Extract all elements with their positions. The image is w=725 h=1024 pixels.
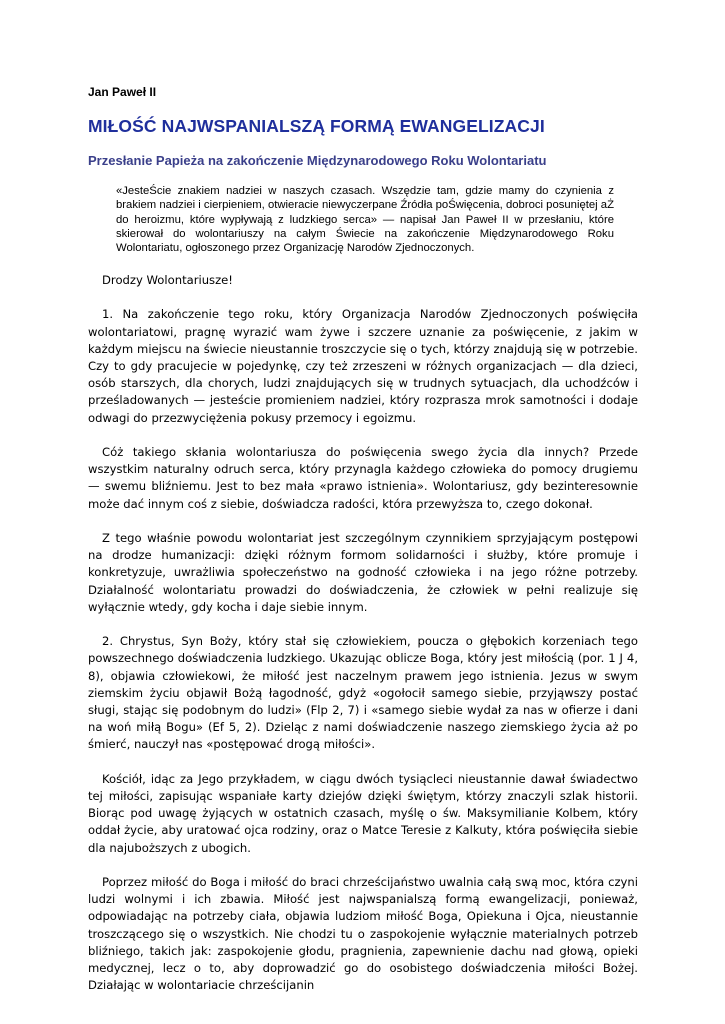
greeting: Drodzy Wolontariusze!	[102, 273, 233, 287]
intro-abstract	[116, 184, 614, 255]
intro-text: «JesteŚcie znakiem nadziei w naszych czasach. Wszędzie tam, gdzie mamy do czynienia z brakiem nadziei i cierpieniem, otwieracie niewyczerpane Źródła poŚwięcenia, dobroci posuniętej aŻ do heroizmu, które wypływają z ludzkiego serca» — napisał Jan Paweł II w przesłaniu, które skierował do wolontariuszy na całym Świecie na zakończenie Międzynarodowego Roku Wolontariatu, ogłoszonego przez Organizację Narodów Zjednoczonych.	[116, 185, 614, 255]
document-subtitle: Przesłanie Papieża na zakończenie Międzynarodowego Roku Wolontariatu	[88, 153, 547, 168]
paragraph: Cóż takiego skłania wolontariusza do poświęcenia swego życia dla innych? Przede wszystkim naturalny odruch serca, który przynagla każdego człowieka do pomocy drugiemu — swemu bliźniemu. Jest to bez mała «prawo istnienia». Wolontariusz, gdy bezinteresownie może dać innym coś z siebie, doświadcza radości, która przewyższa to, czego dokonał.	[88, 445, 638, 511]
body-text	[88, 272, 638, 1012]
paragraph: 1. Na zakończenie tego roku, który Organizacja Narodów Zjednoczonych poświęciła wolontariatowi, pragnę wyrazić wam żywe i szczere uznanie za poświęcenie, z jakim w każdym miejscu na świecie nieustannie troszczycie się o tych, którzy znajdują się w potrzebie. Czy to gdy pracujecie w pojedynkę, czy też zrzeszeni w różnych organizacjach — dla dzieci, osób starszych, dla chorych, ludzi znajdujących się w trudnych sytuacjach, dla uchodźców i prześladowanych — jesteście promieniem nadziei, który rozprasza mrok samotności i dodaje odwagi do przezwyciężenia pokusy przemocy i egoizmu.	[88, 307, 638, 425]
paragraph: 2. Chrystus, Syn Boży, który stał się człowiekiem, poucza o głębokich korzeniach tego powszechnego doświadczenia ludzkiego. Ukazując oblicze Boga, który jest miłością (por. 1 J 4, 8), objawia człowiekowi, że miłość jest naczelnym prawem jego istnienia. Jezus w swym ziemskim życiu objawił Bożą łagodność, gdyż «ogołocił samego siebie, przyjąwszy postać sługi, stając się podobnym do ludzi» (Flp 2, 7) i «samego siebie wydał za nas w ofierze i dani na woń miłą Bogu» (Ef 5, 2). Dzieląc z nami doświadczenie naszego ziemskiego życia aż po śmierć, nauczył nas «postępować drogą miłości».	[88, 634, 638, 752]
author-name: Jan Paweł II	[88, 85, 157, 99]
paragraph: Z tego właśnie powodu wolontariat jest szczególnym czynnikiem sprzyjającym postępowi na drodze humanizacji: dzięki różnym formom solidarności i służby, które promuje i konkretyzuje, uwrażliwia społeczeństwo na godność człowieka i na jego różne potrzeby. Działalność wolontariatu prowadzi do doświadczenia, że człowiek w pełni realizuje się wyłącznie wtedy, gdy kocha i daje siebie innym.	[88, 531, 638, 614]
document-title: MIŁOŚĆ NAJWSPANIALSZĄ FORMĄ EWANGELIZACJI	[88, 116, 545, 136]
paragraph: Poprzez miłość do Boga i miłość do braci chrześcijaństwo uwalnia całą swą moc, która czyni ludzi wolnymi i ich zbawia. Miłość jest najwspanialszą formą ewangelizacji, ponieważ, odpowiadając na potrzeby ciała, objawia ludziom miłość Boga, Opiekuna i Ojca, nieustannie troszczącego się o wszystkich. Nie chodzi tu o zaspokojenie wyłącznie materialnych potrzeb bliźniego, takich jak: zaspokojenie głodu, pragnienia, zapewnienie dachu nad głową, opieki medycznej, lecz o to, aby doprowadzić go do osobistego doświadczenia miłości Bożej. Działając w wolontariacie chrześcijanin	[88, 875, 638, 993]
paragraph: Kościół, idąc za Jego przykładem, w ciągu dwóch tysiącleci nieustannie dawał świadectwo tej miłości, zapisując wspaniałe karty dziejów dzięki świętym, którzy znaczyli szlak historii. Biorąc pod uwagę żyjących w ostatnich czasach, myślę o św. Maksymilianie Kolbem, który oddał życie, aby uratować ojca rodziny, oraz o Matce Teresie z Kalkuty, która poświęciła siebie dla najuboższych z ubogich.	[88, 771, 638, 855]
